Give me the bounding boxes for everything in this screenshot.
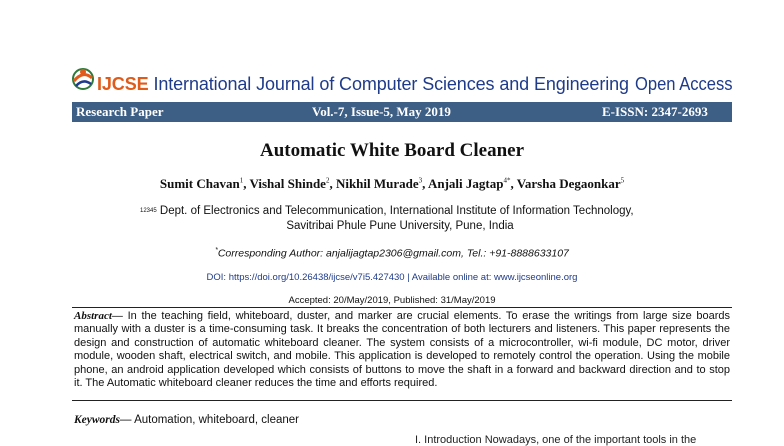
divider-top	[72, 307, 732, 308]
abstract-label: Abstract—	[74, 310, 123, 322]
journal-logo-icon	[70, 66, 96, 94]
affil-line-2: Savitribai Phule Pune University, Pune, India	[286, 220, 514, 232]
corr-sup: *	[215, 247, 218, 254]
paper-type: Research Paper	[76, 104, 164, 119]
author-sup: 4*	[503, 176, 511, 185]
author-sup: 2	[325, 176, 330, 185]
abstract-text: In the teaching field, whiteboard, duster, and marker are crucial elements. To erase the writings from large size boards manually with a duster is a time-consuming task. It breaks the concentration of both lecturers and listeners. This paper represents the design and construction of automatic whiteboard cleaner. The system consists of a microcontroller, wi-fi module, DC motor, driver module, wooden shaft, electrical switch, and mobile. This application is developed to remotely control the operation. Using the mobile phone, an android application developed which consists of buttons to move the shaft in a forward and backward direction and to stop it. The Automatic whiteboard cleaner reduces the time and efforts required.	[74, 310, 731, 390]
corresponding-author	[0, 247, 784, 260]
author-name: Vishal Shinde	[249, 176, 326, 191]
journal-header	[97, 74, 629, 95]
paper-info-bar	[72, 102, 732, 122]
keywords	[74, 414, 299, 426]
keywords-text: Automation, whiteboard, cleaner	[134, 414, 299, 426]
abstract	[74, 310, 730, 390]
affil-line-1: Dept. of Electronics and Telecommunication, International Institute of Information Technology,	[159, 205, 634, 217]
author-sup: 5	[620, 176, 625, 185]
corresponding-text: Corresponding Author: anjalijagtap2306@gmail.com, Tel.: +91-8888633107	[217, 247, 569, 260]
accepted-date: Accepted: 20/May/2019, Published: 31/May/2019	[288, 295, 496, 306]
author-name: Varsha Degaonkar	[516, 176, 621, 191]
author-name: Nikhil Murade	[335, 176, 419, 191]
open-access-label: Open Access	[635, 74, 733, 94]
paper-title: Automatic White Board Cleaner	[259, 140, 525, 161]
doi-line[interactable]: DOI: https://doi.org/10.26438/ijcse/v7i5.427430 | Available online at: www.ijcseonline.org	[206, 272, 578, 283]
author-sup: 1	[239, 176, 244, 185]
author-name: Anjali Jagtap	[427, 176, 504, 191]
author-sup: 3	[418, 176, 423, 185]
divider-bottom	[72, 400, 732, 401]
introduction-partial-line: I. Introduction Nowadays, one of the important tools in the	[415, 434, 697, 446]
volume-issue: Vol.-7, Issue-5, May 2019	[312, 104, 451, 119]
keywords-label: Keywords—	[74, 414, 132, 426]
author-name: Sumit Chavan	[159, 176, 240, 191]
affiliation	[140, 204, 660, 234]
author-list: Sumit Chavan$^1$, Vishal Shinde$^2$, Nikhil Murade$^3$, Anjali Jagtap$^{4*}$, Varsha Degaonkar$^5$	[159, 176, 625, 191]
journal-name: International Journal of Computer Sciences and Engineering	[153, 74, 629, 94]
journal-abbrev: IJCSE	[97, 74, 149, 94]
issn: E-ISSN: 2347-2693	[602, 104, 708, 119]
affil-sup: 12345	[140, 208, 157, 214]
